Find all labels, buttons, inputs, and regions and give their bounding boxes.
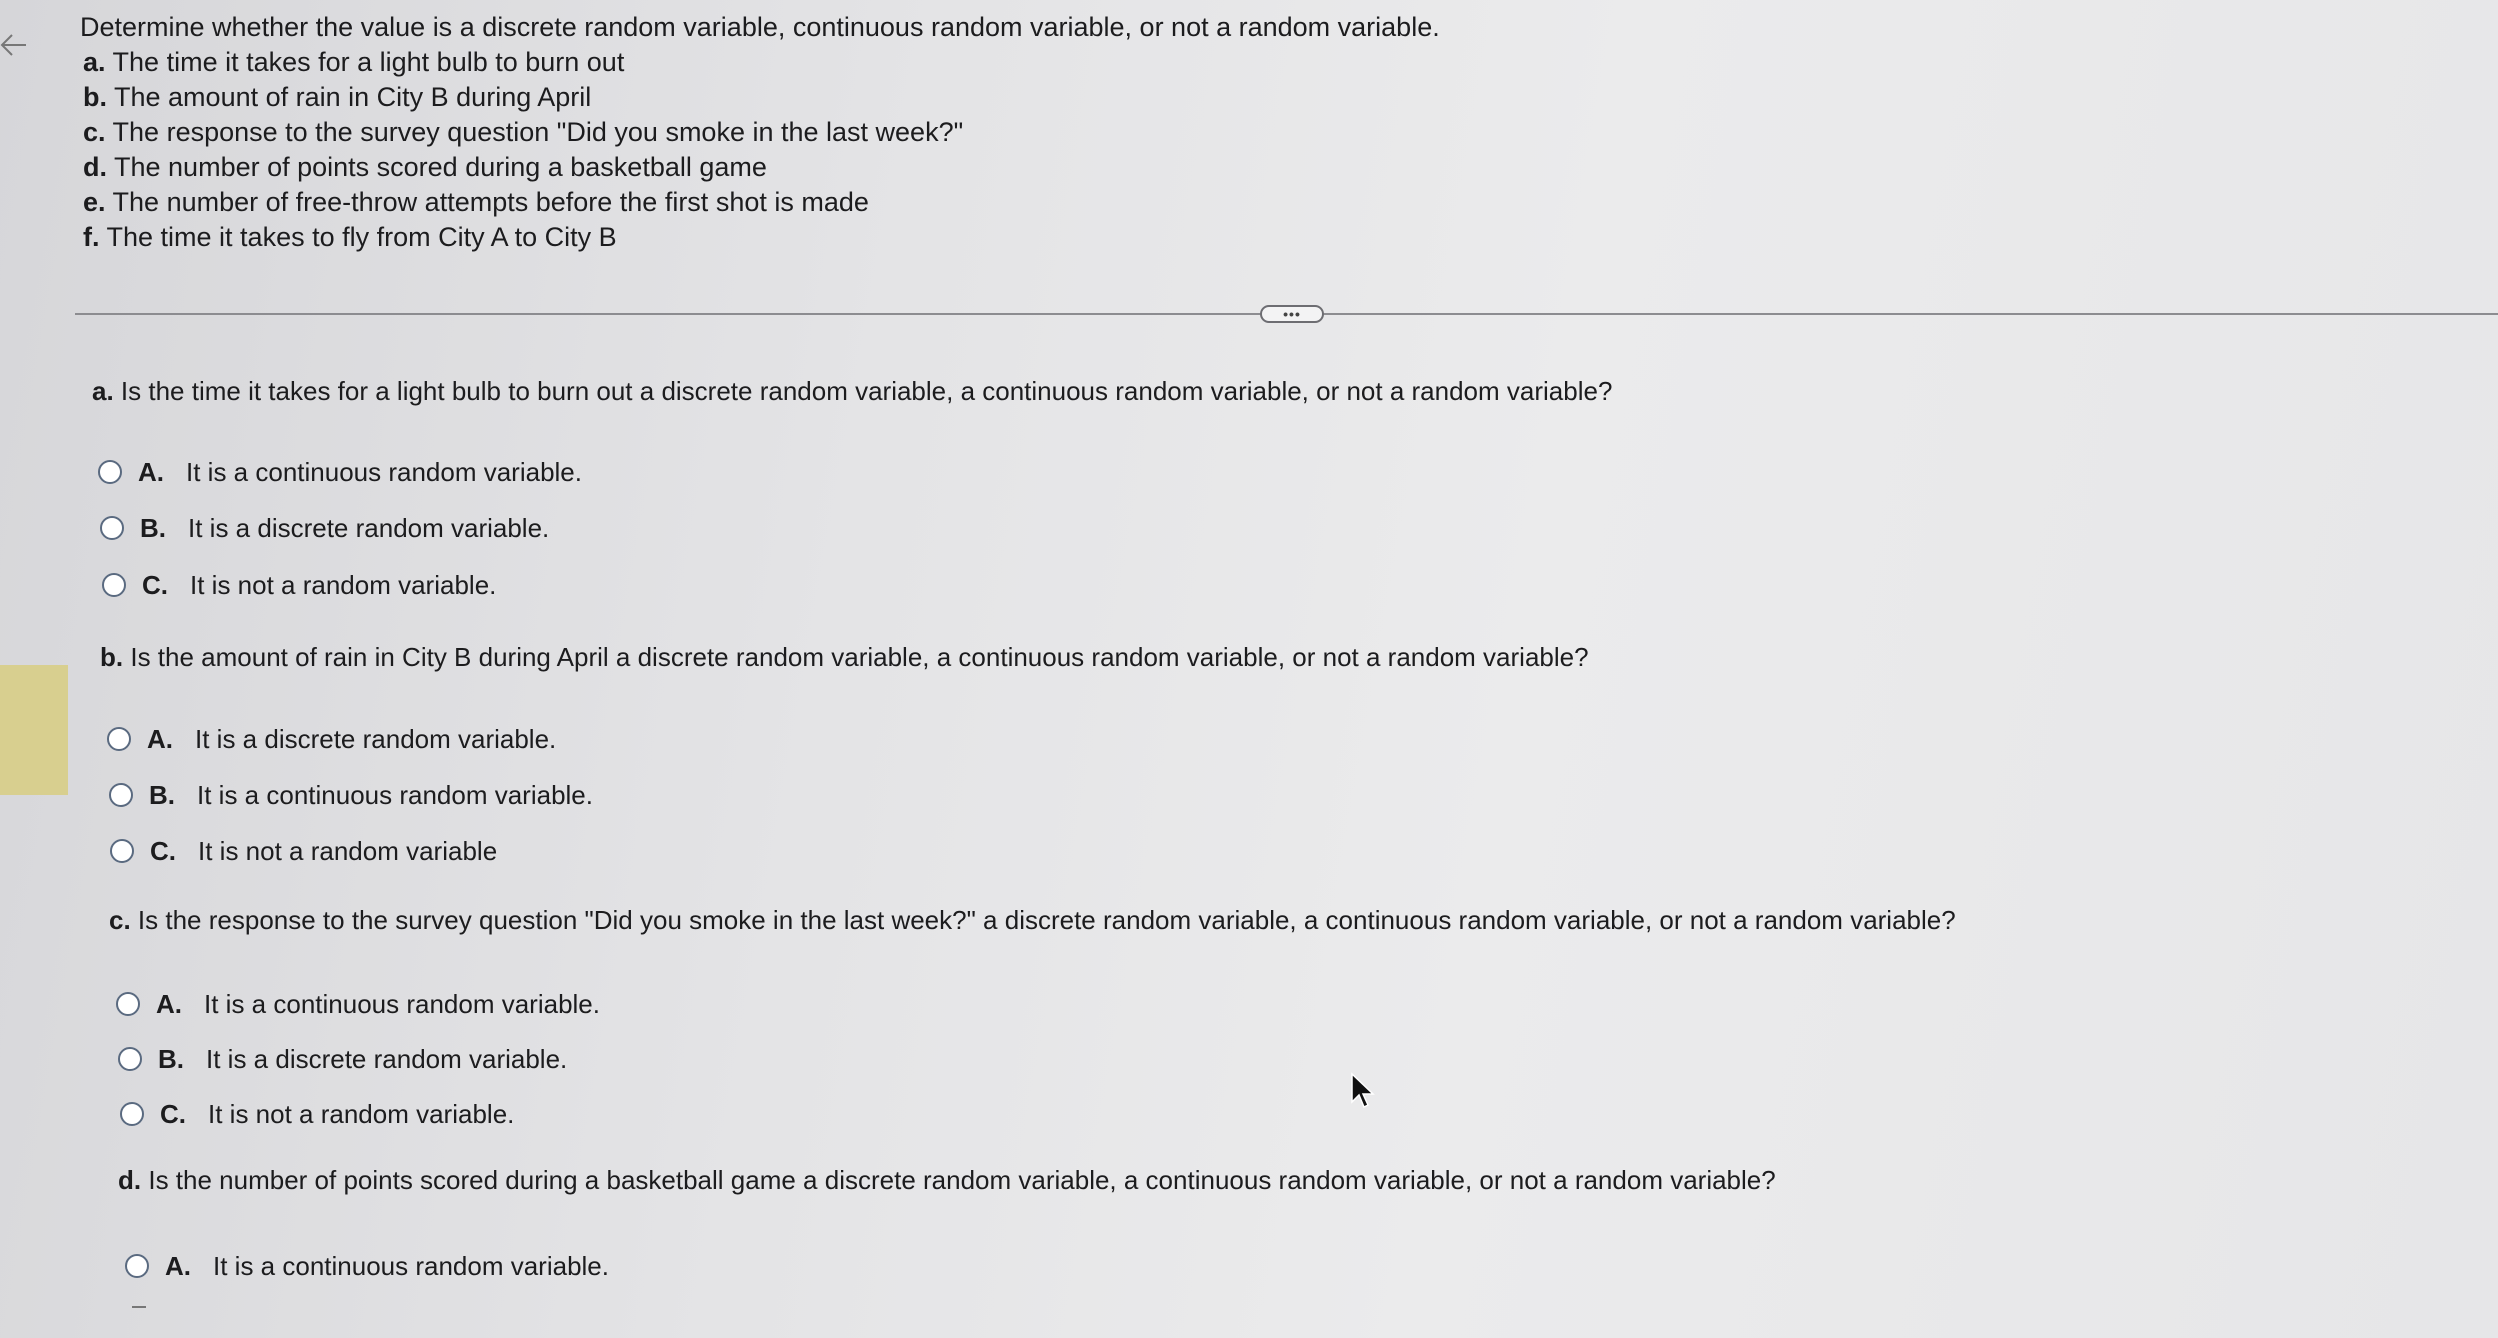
radio-button[interactable] [98, 460, 122, 484]
option-letter: C. [150, 836, 176, 866]
item-text: The time it takes to fly from City A to City B [106, 222, 617, 252]
question-b [100, 641, 1589, 673]
item-text: The number of points scored during a basketball game [114, 152, 767, 182]
radio-button[interactable] [109, 783, 133, 807]
option-letter: B. [149, 780, 175, 810]
question-letter: d. [118, 1165, 142, 1195]
question-text: Is the response to the survey question "Did you smoke in the last week?" a discrete random variable, a continuous random variable, or not a random variable? [137, 905, 1956, 935]
option-letter: A. [156, 989, 182, 1019]
item-text: The number of free-throw attempts before the first shot is made [112, 187, 869, 217]
radio-button[interactable] [110, 839, 134, 863]
option-letter: C. [160, 1099, 186, 1129]
back-arrow-icon[interactable] [0, 30, 30, 60]
option-text: It is not a random variable. [208, 1099, 515, 1129]
question-c [109, 904, 1956, 936]
radio-button[interactable] [116, 992, 140, 1016]
option-b-C[interactable] [110, 835, 497, 867]
problem-text: Determine whether the value is a discrete random variable, continuous random variable, or not a random variable. [80, 12, 1440, 42]
item-text: The amount of rain in City B during April [114, 82, 592, 112]
option-text: It is a continuous random variable. [213, 1251, 609, 1281]
item-text: The time it takes for a light bulb to burn out [112, 47, 625, 77]
problem-item-f [80, 220, 1440, 255]
problem-item-c [80, 115, 1440, 150]
option-text: It is a continuous random variable. [204, 989, 600, 1019]
question-text: Is the amount of rain in City B during April a discrete random variable, a continuous random variable, or not a random variable? [130, 642, 1589, 672]
question-d [118, 1164, 1776, 1196]
problem-item-a [80, 45, 1440, 80]
option-text: It is a continuous random variable. [186, 457, 582, 487]
item-letter: a. [83, 47, 106, 77]
item-letter: e. [83, 187, 106, 217]
option-text: It is not a random variable. [190, 570, 497, 600]
option-text: It is a continuous random variable. [197, 780, 593, 810]
option-letter: A. [165, 1251, 191, 1281]
item-letter: b. [83, 82, 107, 112]
option-letter: B. [140, 513, 166, 543]
question-letter: a. [92, 376, 114, 406]
option-b-A[interactable] [107, 723, 556, 755]
question-a [92, 375, 1612, 407]
option-letter: B. [158, 1044, 184, 1074]
option-text: It is a discrete random variable. [188, 513, 550, 543]
side-tab[interactable] [0, 665, 68, 795]
option-letter: C. [142, 570, 168, 600]
option-c-B[interactable] [118, 1043, 567, 1075]
item-text: The response to the survey question "Did you smoke in the last week?" [112, 117, 964, 147]
item-letter: c. [83, 117, 106, 147]
item-letter: d. [83, 152, 107, 182]
expand-more-button[interactable]: ••• [1260, 305, 1324, 323]
problem-item-e [80, 185, 1440, 220]
option-text: It is a discrete random variable. [206, 1044, 568, 1074]
problem-item-b [80, 80, 1440, 115]
item-letter: f. [83, 222, 100, 252]
option-text: It is a discrete random variable. [195, 724, 557, 754]
problem-statement [80, 10, 1440, 255]
radio-button[interactable] [102, 573, 126, 597]
mouse-pointer-icon [1350, 1072, 1380, 1112]
radio-button[interactable] [100, 516, 124, 540]
radio-button[interactable] [125, 1254, 149, 1278]
option-letter: A. [147, 724, 173, 754]
option-text: It is not a random variable [198, 836, 498, 866]
question-letter: b. [100, 642, 124, 672]
question-text: Is the time it takes for a light bulb to burn out a discrete random variable, a continuous random variable, or not a random variable? [120, 376, 1613, 406]
radio-button[interactable] [107, 727, 131, 751]
question-letter: c. [109, 905, 131, 935]
problem-item-d [80, 150, 1440, 185]
option-b-B[interactable] [109, 779, 593, 811]
option-a-C[interactable] [102, 569, 496, 601]
option-a-A[interactable] [98, 456, 582, 488]
option-a-B[interactable] [100, 512, 549, 544]
radio-button[interactable] [120, 1102, 144, 1126]
page-mark [132, 1306, 146, 1308]
option-d-A[interactable] [125, 1250, 609, 1282]
radio-button[interactable] [118, 1047, 142, 1071]
option-letter: A. [138, 457, 164, 487]
option-c-A[interactable] [116, 988, 600, 1020]
question-text: Is the number of points scored during a basketball game a discrete random variable, a continuous random variable, or not a random variable? [148, 1165, 1776, 1195]
option-c-C[interactable] [120, 1098, 514, 1130]
